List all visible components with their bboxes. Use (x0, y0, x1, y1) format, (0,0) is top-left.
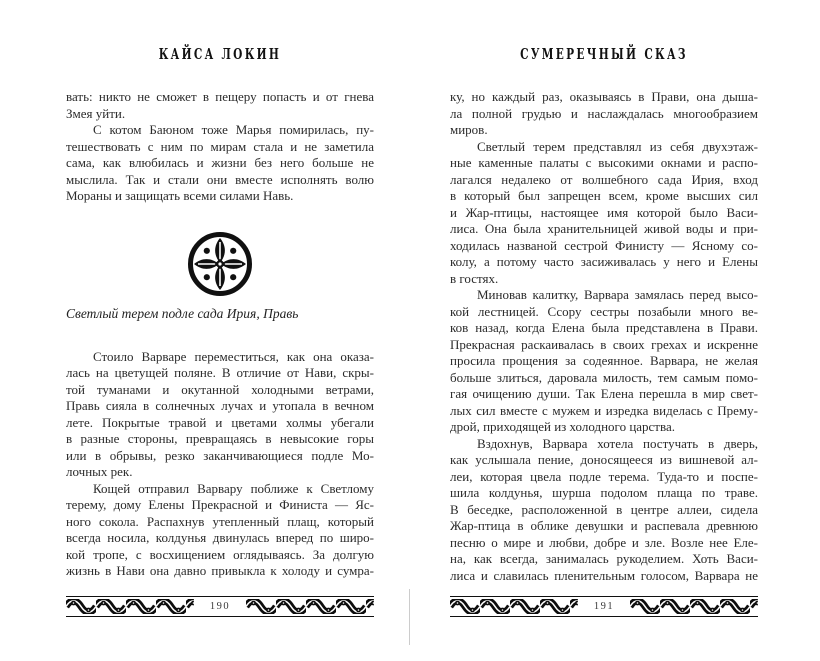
text-line: лых сил вместе с мужем и изредка виделась с Прему- (450, 402, 758, 418)
left-text-block (66, 89, 374, 580)
text-line: дрой, приходящей из холодного царства. (450, 419, 675, 434)
text-line: тешествовать с ним по мирам стала и не заметила (66, 138, 374, 154)
footer-scroll-ornament-icon (450, 599, 578, 614)
text-line: леи, которая цвела подле терема. Туда-то и поспе- (450, 468, 758, 484)
text-line: всегда носила, колдунья двинулась вперед по широ- (66, 530, 374, 545)
text-line: ков назад, когда Елена была представлена в Прави. (450, 320, 758, 335)
paragraph (450, 139, 758, 288)
text-line: в разные стороны, превращаясь в невысокие горы (66, 431, 374, 446)
text-line: ного сокола. Распахнув утепленный плащ, который (66, 513, 374, 529)
running-header-author: КАЙСА ЛОКИН (158, 44, 282, 63)
text-line: больше злиться, даровала милость, тем самым помо- (450, 369, 758, 385)
text-line: кой тропе, с восхищением оглядываясь. За долгую (66, 546, 374, 562)
text-line: лагался недалеко от волшебного сада Ирия, вход (450, 171, 758, 187)
text-line: вать: никто не сможет в пещеру попасть и от гнева (66, 89, 374, 104)
page-right-content (450, 44, 758, 584)
page-number-left: 190 (209, 601, 231, 612)
paragraph (66, 122, 374, 205)
page-left-content (66, 44, 374, 580)
text-line: и Жар-птицы, настоящее имя которой было Васи- (450, 204, 758, 220)
scrollwork-band-icon (630, 599, 758, 614)
text-line: Змея уйти. (66, 105, 126, 121)
page-number-right: 191 (593, 601, 615, 612)
text-line: Стоило Варваре переместиться, как она оказа- (93, 348, 374, 364)
text-line: Миновав калитку, Варвара замялась перед высо- (477, 287, 758, 302)
text-line: Жар-птица в облике девушки и распевала древнюю (450, 518, 758, 533)
paragraph (66, 89, 374, 122)
text-line: ные каменные палаты с высокими окнами и распо- (450, 155, 758, 170)
text-line: лиса. Она была хранительницей живой воды и при- (450, 221, 758, 236)
text-line: песню о мире и любви, добре и зле. Возле нее Еле- (450, 534, 758, 550)
right-text-block (450, 89, 758, 584)
text-line: миров. (450, 122, 488, 137)
text-line: той туманами и окутанной холодными ветрами, (66, 381, 374, 397)
page-footer-left (66, 596, 374, 617)
running-header-book-title: СУМЕРЕЧНЫЙ СКАЗ (520, 44, 688, 63)
text-line: Прекрасная раскаивалась в своих грехах и искренне (450, 336, 758, 352)
scene-subtitle: Светлый терем подле сада Ирия, Правь (66, 305, 299, 321)
text-line: на, как всегда, занималась рукоделием. Хоть Васи- (450, 551, 758, 566)
text-line: лиса и славилась пленительным голосом, Варвара не (450, 567, 758, 583)
text-line: лочных рек. (66, 464, 133, 479)
scrollwork-band-icon (246, 599, 374, 614)
paragraph (450, 436, 758, 585)
text-line: сама, как влюбилась и жизни без него больше не (66, 155, 374, 170)
text-line: Вздохнув, Варвара хотела постучать в дверь, (477, 435, 758, 451)
text-line: ла полной грудью и наслаждалась многообразием (450, 105, 758, 121)
text-line: Правь сияла в солнечных лучах и утопала в вечном (66, 398, 374, 413)
gutter-shadow (409, 589, 410, 645)
paragraph (450, 287, 758, 436)
text-line: в гостях. (450, 270, 499, 286)
footer-scroll-ornament-icon (66, 599, 194, 614)
text-line: В беседке, расположенной в центре аллеи, сидела (450, 501, 758, 517)
section-break-ornament (66, 231, 374, 297)
text-line: или в обрывы, резко заканчивающиеся подле Мо- (66, 447, 374, 463)
scrollwork-band-icon (450, 599, 578, 614)
text-line: лась на цветущей поляне. В отличие от Нави, скры- (66, 365, 374, 380)
text-line: мыслила. Так и стали они вместе исполнять волю (66, 171, 374, 187)
text-line: гая очищению души. Так Елена перешла в мир свет- (450, 386, 758, 401)
text-line: ходилась названой сестрой Финисту — Ясному со- (450, 237, 758, 253)
footer-scroll-ornament-icon (630, 599, 758, 614)
text-line: жизнь в Нави она давно привыкла к холоду и сумра- (66, 563, 374, 578)
text-line: ку, но каждый раз, оказываясь в Прави, она дыша- (450, 89, 758, 104)
rosette-medallion-icon (187, 231, 253, 297)
page-right (410, 0, 820, 661)
text-line: Мораны и защищать всеми силами Навь. (66, 188, 294, 203)
text-line: Светлый терем представлял из себя двухэтаж- (477, 138, 758, 154)
text-line: просила прощения за содеянное. Варвара, не желая (450, 353, 758, 368)
text-line: колу, а потому часто засиживалась у него и Елены (450, 254, 758, 269)
paragraph (450, 89, 758, 139)
text-line: кой лестницей. Ссору сестры позабыли много ве- (450, 303, 758, 319)
text-line: как услышала пение, доносящееся из вишневой ал- (450, 452, 758, 467)
scrollwork-band-icon (66, 599, 194, 614)
footer-scroll-ornament-icon (246, 599, 374, 614)
text-line: С котом Баюном тоже Марья помирилась, пу- (93, 122, 374, 137)
text-line: Кощей отправил Варвару поближе к Светлому (93, 480, 374, 496)
paragraph (66, 481, 374, 580)
text-line: терему, дому Елены Прекрасной и Финиста — Яс- (66, 497, 374, 512)
page-footer-right (450, 596, 758, 617)
text-line: лете. Покрытые травой и цветами холмы убегали (66, 414, 374, 430)
text-line: шила колдунья, шурша подолом плаща по траве. (450, 485, 758, 500)
paragraph (66, 349, 374, 481)
text-line: в который был запрещен всем, кроме высших сил (450, 188, 758, 203)
